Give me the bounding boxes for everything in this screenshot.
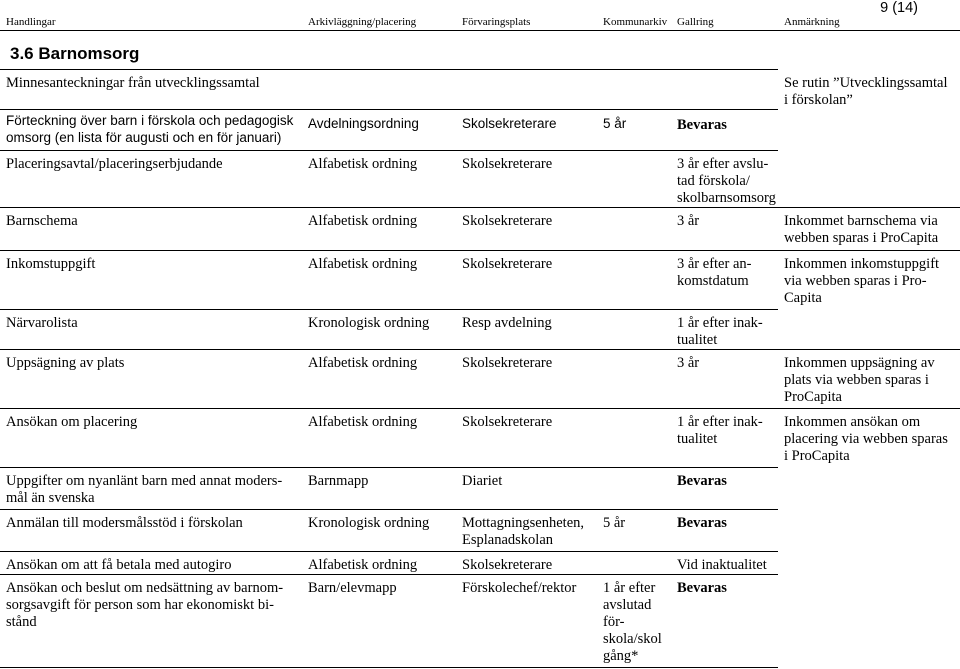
row-5-arkiv: Kronologisk ordning: [308, 315, 430, 331]
rule: [0, 309, 778, 310]
row-7-arkiv: Alfabetisk ordning: [308, 414, 418, 430]
row-4-anm-line-3: Capita: [784, 290, 822, 306]
rule: [0, 349, 960, 350]
row-11-kommunarkiv-line-4: skola/skol: [603, 631, 662, 647]
row-7-forvaring: Skolsekreterare: [462, 414, 553, 430]
row-3-handling: Barnschema: [6, 213, 78, 229]
rule: [0, 574, 778, 575]
section-title: 3.6 Barnomsorg: [10, 44, 140, 63]
rule: [0, 667, 778, 668]
column-header-anmarkning: Anmärkning: [784, 16, 840, 28]
row-7-anm-line-1: Inkommen ansökan om: [784, 414, 921, 430]
row-6-gallring: 3 år: [677, 355, 700, 371]
row-5-gallring-line-2: tualitet: [677, 332, 718, 348]
row-9-kommunarkiv: 5 år: [603, 515, 626, 531]
row-4-handling: Inkomstuppgift: [6, 256, 96, 272]
row-7-gallring-line-1: 1 år efter inak-: [677, 414, 763, 430]
row-9-forvaring-line-1: Mottagningsenheten,: [462, 515, 585, 531]
row-6-anm-line-3: ProCapita: [784, 389, 842, 405]
row-6-arkiv: Alfabetisk ordning: [308, 355, 418, 371]
row-1-gallring: Bevaras: [677, 117, 727, 133]
row-11-kommunarkiv-line-2: avslutad: [603, 597, 652, 613]
row-11-handling-line-1: Ansökan och beslut om nedsättning av barnom-: [6, 580, 284, 596]
row-8-gallring: Bevaras: [677, 473, 727, 489]
row-8-forvaring: Diariet: [462, 473, 503, 489]
row-9-arkiv: Kronologisk ordning: [308, 515, 430, 531]
row-1-handling-line-1: Förteckning över barn i förskola och pedagogisk: [6, 113, 294, 128]
rule: [0, 109, 778, 110]
group-note-line-2: i förskolan”: [784, 92, 853, 108]
row-11-forvaring: Förskolechef/rektor: [462, 580, 577, 596]
row-6-anm-line-1: Inkommen uppsägning av: [784, 355, 935, 371]
group-title: Minnesanteckningar från utvecklingssamtal: [6, 75, 260, 91]
row-10-handling: Ansökan om att få betala med autogiro: [6, 557, 232, 573]
row-3-anm-line-2: webben sparas i ProCapita: [784, 230, 939, 246]
row-4-anm-line-1: Inkommen inkomstuppgift: [784, 256, 940, 272]
column-header-forvaringsplats: Förvaringsplats: [462, 16, 531, 28]
row-3-anm-line-1: Inkommet barnschema via: [784, 213, 938, 229]
rule: [0, 250, 960, 251]
rule: [0, 408, 960, 409]
row-2-handling: Placeringsavtal/placeringserbjudande: [6, 156, 223, 172]
row-11-handling-line-3: stånd: [6, 614, 37, 630]
row-2-gallring-line-3: skolbarnsomsorg: [677, 190, 776, 206]
row-6-anm-line-2: plats via webben sparas i: [784, 372, 929, 388]
row-6-handling: Uppsägning av plats: [6, 355, 125, 371]
row-11-gallring: Bevaras: [677, 580, 727, 596]
row-4-anm-line-2: via webben sparas i Pro-: [784, 273, 927, 289]
column-header-arkivlaggning: Arkivläggning/placering: [308, 16, 417, 28]
column-header-handlingar: Handlingar: [6, 16, 56, 28]
row-2-forvaring: Skolsekreterare: [462, 156, 553, 172]
row-1-forvaring: Skolsekreterare: [462, 116, 557, 131]
group-note-line-1: Se rutin ”Utvecklingssamtal: [784, 75, 948, 91]
column-header-kommunarkiv: Kommunarkiv: [603, 16, 668, 28]
row-2-gallring-line-2: tad förskola/: [677, 173, 750, 189]
row-3-arkiv: Alfabetisk ordning: [308, 213, 418, 229]
column-header-gallring: Gallring: [677, 16, 714, 28]
row-9-forvaring-line-2: Esplanadskolan: [462, 532, 554, 548]
row-10-forvaring: Skolsekreterare: [462, 557, 553, 573]
row-8-arkiv: Barnmapp: [308, 473, 369, 489]
row-11-arkiv: Barn/elevmapp: [308, 580, 397, 596]
row-7-anm-line-3: i ProCapita: [784, 448, 850, 464]
row-11-kommunarkiv-line-1: 1 år efter: [603, 580, 656, 596]
row-11-kommunarkiv-line-5: gång*: [603, 648, 639, 664]
row-1-kommunarkiv: 5 år: [603, 116, 627, 131]
row-11-kommunarkiv-line-3: för-: [603, 614, 625, 630]
row-11-handling-line-2: sorgsavgift för person som har ekonomiskt bi-: [6, 597, 274, 613]
row-3-gallring: 3 år: [677, 213, 700, 229]
row-7-gallring-line-2: tualitet: [677, 431, 718, 447]
row-7-anm-line-2: placering via webben sparas: [784, 431, 948, 447]
row-4-gallring-line-1: 3 år efter an-: [677, 256, 752, 272]
rule: [0, 551, 778, 552]
header-rule: [0, 30, 960, 31]
rule: [0, 207, 960, 208]
row-4-forvaring: Skolsekreterare: [462, 256, 553, 272]
row-2-gallring-line-1: 3 år efter avslu-: [677, 156, 769, 172]
page-number: 9 (14): [880, 0, 918, 16]
row-3-forvaring: Skolsekreterare: [462, 213, 553, 229]
row-8-handling-line-2: mål än svenska: [6, 490, 95, 506]
row-2-arkiv: Alfabetisk ordning: [308, 156, 418, 172]
row-9-handling: Anmälan till modersmålsstöd i förskolan: [6, 515, 243, 531]
row-4-gallring-line-2: komstdatum: [677, 273, 749, 289]
row-4-arkiv: Alfabetisk ordning: [308, 256, 418, 272]
row-1-arkiv: Avdelningsordning: [308, 116, 419, 131]
row-8-handling-line-1: Uppgifter om nyanlänt barn med annat moders-: [6, 473, 283, 489]
rule: [0, 69, 778, 70]
row-10-arkiv: Alfabetisk ordning: [308, 557, 418, 573]
row-1-handling-line-2: omsorg (en lista för augusti och en för januari): [6, 130, 282, 145]
row-10-gallring: Vid inaktualitet: [677, 557, 767, 573]
row-7-handling: Ansökan om placering: [6, 414, 138, 430]
rule: [0, 509, 778, 510]
row-9-gallring: Bevaras: [677, 515, 727, 531]
rule: [0, 150, 778, 151]
row-5-gallring-line-1: 1 år efter inak-: [677, 315, 763, 331]
row-5-handling: Närvarolista: [6, 315, 78, 331]
row-5-forvaring: Resp avdelning: [462, 315, 552, 331]
rule: [0, 467, 778, 468]
row-6-forvaring: Skolsekreterare: [462, 355, 553, 371]
